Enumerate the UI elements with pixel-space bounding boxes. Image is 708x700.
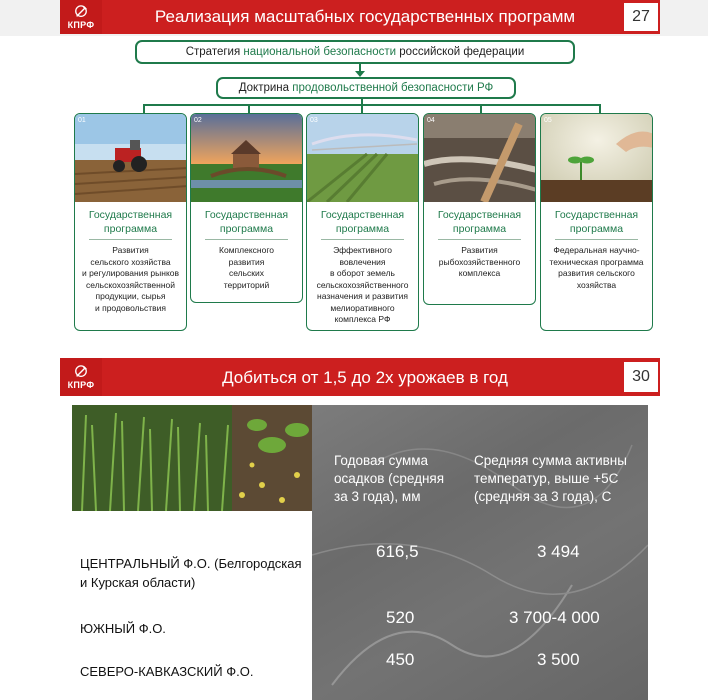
temp-value: 3 500 [537,650,580,669]
program-card [540,113,653,331]
card-divider [555,239,638,240]
seedling-photo [541,114,652,202]
slide1-page-number: 27 [624,3,658,31]
card-program: Государственная программа [554,209,639,235]
card-number: 04 [427,117,435,124]
temp-value: 3 700-4 000 [509,608,600,627]
slide2-page-number: 30 [624,362,658,392]
hammer-sickle-icon [72,5,90,19]
program-card [190,113,303,303]
irrigation-photo [307,114,418,202]
strategy-suffix: российской федерации [399,46,525,58]
garden-photo [72,405,312,511]
strategy-arrow [352,64,368,78]
card-divider [89,239,172,240]
logo-text: КПРФ [67,19,95,30]
card-description: Эффективного вовлечения в оборот земель сельскохозяйственного назначения и развития мелиоративного комплекса РФ [316,245,409,324]
row-label: ЦЕНТРАЛЬНЫЙ Ф.О. (Белгородская и Курская области) [80,556,302,590]
strategy-box [135,40,575,64]
fishery-photo [424,114,535,202]
precip-value: 450 [386,650,415,669]
card-number: 01 [78,117,86,124]
card-number: 02 [194,117,202,124]
kprf-logo [60,358,102,396]
connector-horizontal [143,104,600,106]
kprf-logo [60,0,102,34]
card-divider [438,239,521,240]
card-program: Государственная программа [320,209,405,235]
program-card [306,113,419,331]
strategy-highlight: национальной безопасности [243,46,397,58]
card-description: Комплексного развития сельских территорий [219,245,274,290]
strategy-prefix: Стратегия [185,46,241,58]
precip-value: 520 [386,608,415,627]
card-divider [321,239,404,240]
row-label: ЮЖНЫЙ Ф.О. [80,621,166,636]
card-program: Государственная программа [204,209,289,235]
temp-value: 3 494 [537,542,580,561]
slide2-title: Добиться от 1,5 до 2х урожаев в год [222,368,508,387]
card-description: Развития сельского хозяйства и регулирования рынков сельскохозяйственной продукции, сырья и продовольствия [81,245,180,313]
card-program: Государственная программа [437,209,522,235]
doctrine-prefix: Доктрина [238,82,290,94]
program-card [74,113,187,331]
row-label: СЕВЕРО-КАВКАЗСКИЙ Ф.О. [80,664,254,679]
column-header-temperature: Средняя сумма активны температур, выше +5С (средняя за 3 года), С [474,453,627,504]
card-description: Развития рыбохозяйственного комплекса [438,245,521,278]
card-program: Государственная программа [88,209,173,235]
village-photo [191,114,302,202]
tractor-photo [75,114,186,202]
slide2-header [60,358,660,396]
table-background [312,405,648,700]
card-number: 03 [310,117,318,124]
precip-value: 616,5 [376,542,419,561]
slide1-title: Реализация масштабных государственных программ [154,7,576,26]
program-card [423,113,536,305]
card-number: 05 [544,117,552,124]
doctrine-box [216,77,516,99]
hammer-sickle-icon [72,365,90,379]
card-description: Федеральная научно- техническая программа развития сельского хозяйства [549,245,644,290]
doctrine-highlight: продовольственной безопасности РФ [292,82,494,94]
column-header-precipitation: Годовая сумма осадков (средняя за 3 года), мм [334,453,445,504]
slide1-header [60,0,660,34]
logo-text: КПРФ [67,379,95,390]
card-divider [205,239,288,240]
texture-overlay [312,405,648,700]
